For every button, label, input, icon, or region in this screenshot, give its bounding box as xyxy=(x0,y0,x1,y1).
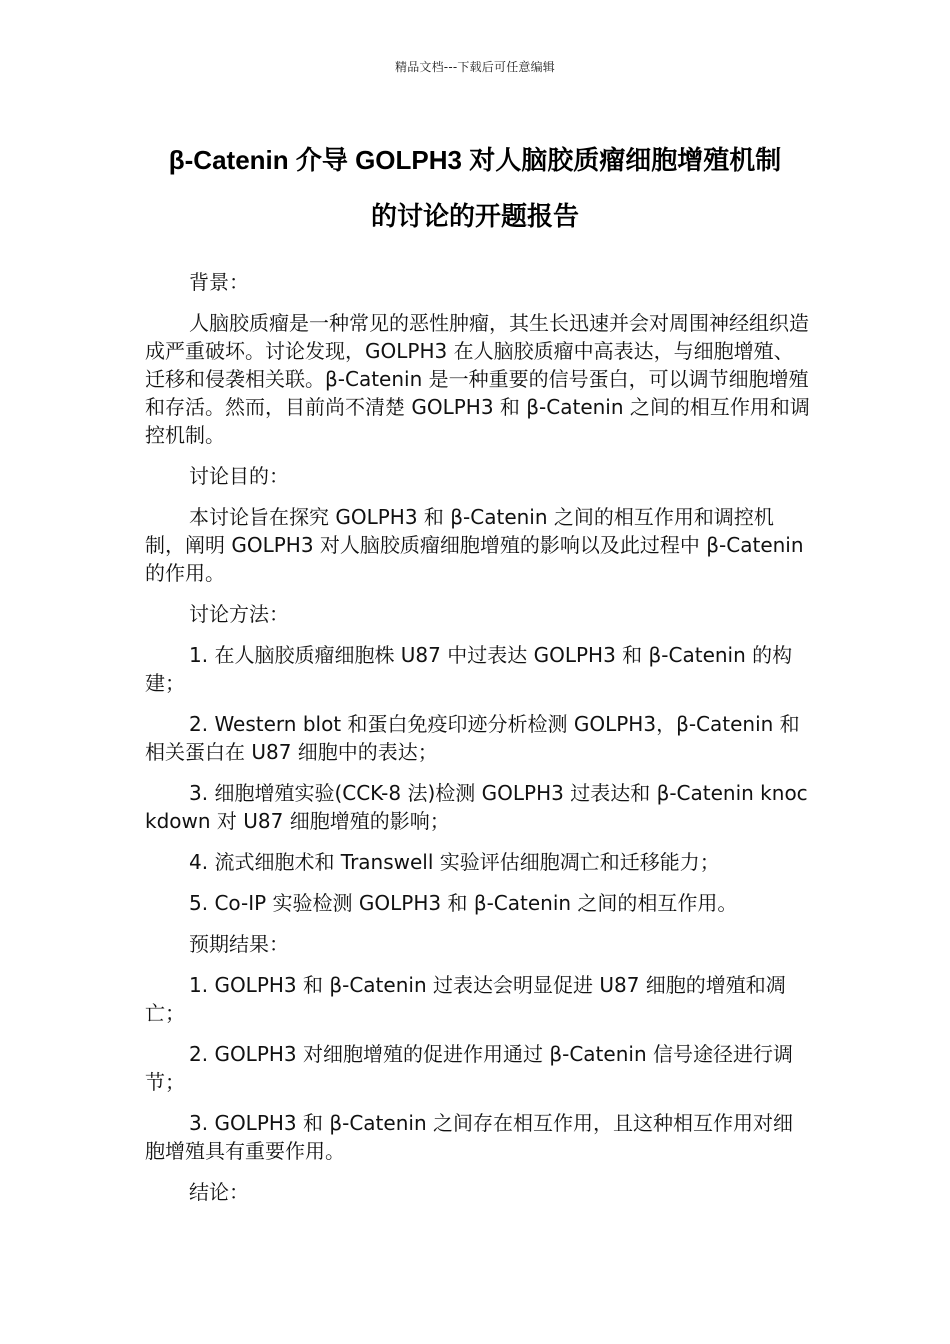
results-item: 1. GOLPH3 和 β-Catenin 过表达会明显促进 U87 细胞的增殖和凋亡； xyxy=(145,973,786,1025)
purpose-heading: 讨论目的： xyxy=(189,464,289,488)
methods-item: 2. Western blot 和蛋白免疫印迹分析检测 GOLPH3，β-Catenin 和相关蛋白在 U87 细胞中的表达； xyxy=(145,712,800,764)
document-title-line-1: β-Catenin 介导 GOLPH3 对人脑胶质瘤细胞增殖机制 xyxy=(168,145,782,175)
methods-item: 1. 在人脑胶质瘤细胞株 U87 中过表达 GOLPH3 和 β-Catenin 的构建； xyxy=(145,643,793,695)
methods-heading: 讨论方法： xyxy=(189,602,289,626)
results-item: 2. GOLPH3 对细胞增殖的促进作用通过 β-Catenin 信号途径进行调节； xyxy=(145,1042,793,1094)
purpose-paragraph: 本讨论旨在探究 GOLPH3 和 β-Catenin 之间的相互作用和调控机制，阐明 GOLPH3 对人脑胶质瘤细胞增殖的影响以及此过程中 β-Catenin 的作用。 xyxy=(145,505,804,585)
document-body xyxy=(145,268,810,1219)
document-title-line-2: 的讨论的开题报告 xyxy=(370,201,579,231)
conclusion-heading: 结论： xyxy=(189,1180,249,1204)
background-heading: 背景： xyxy=(189,270,249,294)
methods-item: 3. 细胞增殖实验(CCK-8 法)检测 GOLPH3 过表达和 β-Catenin knockdown 对 U87 细胞增殖的影响； xyxy=(145,781,808,833)
methods-item: 5. Co-IP 实验检测 GOLPH3 和 β-Catenin 之间的相互作用。 xyxy=(189,891,738,915)
results-heading: 预期结果： xyxy=(189,932,289,956)
background-paragraph: 人脑胶质瘤是一种常见的恶性肿瘤，其生长迅速并会对周围神经组织造成严重破坏。讨论发现，GOLPH3 在人脑胶质瘤中高表达，与细胞增殖、迁移和侵袭相关联。β-Catenin 是一种重要的信号蛋白，可以调节细胞增殖和存活。然而，目前尚不清楚 GOLPH3 和 β-Catenin 之间的相互作用和调控机制。 xyxy=(145,311,810,447)
results-item: 3. GOLPH3 和 β-Catenin 之间存在相互作用，且这种相互作用对细胞增殖具有重要作用。 xyxy=(145,1111,793,1163)
page-header: 精品文档---下载后可任意编辑 xyxy=(395,60,555,74)
methods-item: 4. 流式细胞术和 Transwell 实验评估细胞凋亡和迁移能力； xyxy=(189,850,720,874)
